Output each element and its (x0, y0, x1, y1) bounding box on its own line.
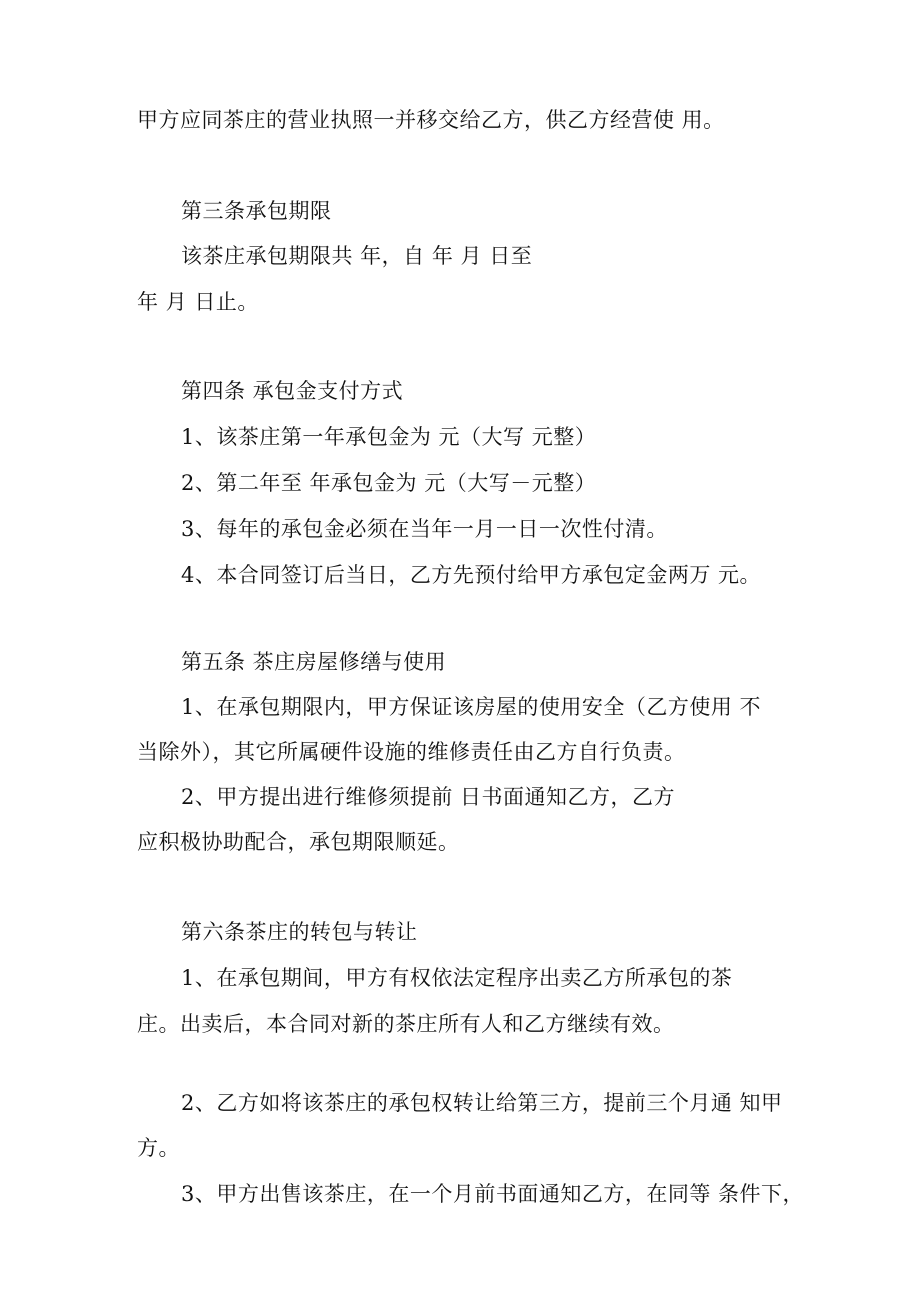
paragraph-line: 方。 (137, 1136, 180, 1160)
paragraph-line: 该茶庄承包期限共 年，自 年 月 日至 (181, 244, 533, 268)
article-4-heading: 第四条 承包金支付方式 (181, 379, 404, 403)
paragraph-line: 庄。出卖后，本合同对新的茶庄所有人和乙方继续有效。 (137, 1012, 675, 1036)
paragraph-line: 1、该茶庄第一年承包金为 元（大写 元整） (181, 425, 597, 449)
paragraph-line: 1、在承包期间，甲方有权依法定程序出卖乙方所承包的茶 (181, 966, 733, 990)
paragraph-line: 2、第二年至 年承包金为 元（大写－元整） (181, 471, 597, 495)
paragraph-line: 2、乙方如将该茶庄的承包权转让给第三方，提前三个月通 知甲 (181, 1091, 783, 1115)
paragraph-line: 年 月 日止。 (137, 290, 259, 314)
article-6-heading: 第六条茶庄的转包与转让 (181, 920, 418, 944)
paragraph-line: 3、每年的承包金必须在当年一月一日一次性付清。 (181, 517, 668, 541)
article-3-heading: 第三条承包期限 (181, 199, 332, 223)
paragraph-line: 3、甲方出售该茶庄，在一个月前书面通知乙方，在同等 条件下， (181, 1182, 805, 1206)
paragraph-line: 2、甲方提出进行维修须提前 日书面通知乙方，乙方 (181, 785, 676, 809)
paragraph-line: 当除外），其它所属硬件设施的维修责任由乙方自行负责。 (137, 740, 686, 764)
paragraph-line: 4、本合同签订后当日，乙方先预付给甲方承包定金两万 元。 (181, 563, 762, 587)
article-5-heading: 第五条 茶庄房屋修缮与使用 (181, 650, 447, 674)
paragraph-line: 应积极协助配合，承包期限顺延。 (137, 830, 460, 854)
paragraph-line: 1、在承包期限内，甲方保证该房屋的使用安全（乙方使用 不 (181, 695, 762, 719)
paragraph-line: 甲方应同茶庄的营业执照一并移交给乙方，供乙方经营使 用。 (137, 108, 725, 132)
